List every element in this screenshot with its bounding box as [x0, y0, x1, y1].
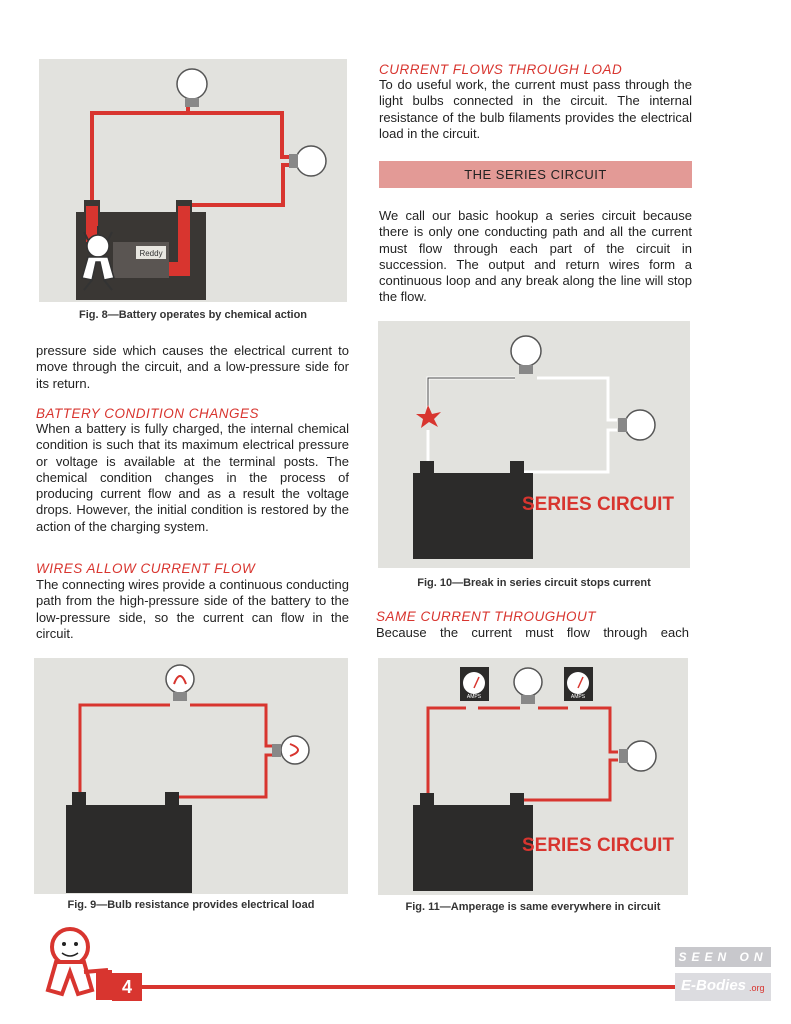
load-paragraph: To do useful work, the current must pass through the light bulbs connected in the circuit. The internal resistance of the bulb filaments provides the electrical load in the circuit. — [379, 77, 692, 141]
fig8-caption: Fig. 8—Battery operates by chemical action — [78, 309, 308, 321]
site-name-text: E-Bodies — [681, 977, 747, 994]
fig10-caption: Fig. 10—Break in series circuit stops current — [417, 577, 651, 589]
ammeter-label: AMPS — [466, 694, 482, 700]
page-number: 4 — [112, 973, 142, 1001]
footer-rule — [140, 985, 680, 989]
fig9-caption: Fig. 9—Bulb resistance provides electrical load — [67, 899, 315, 911]
series-paragraph: We call our basic hookup a series circuit because there is only one conducting path and all the current must flow through each part of the circuit in succession. The output and return wires form a continuous loop and any break along the line will stop the flow. — [379, 208, 692, 305]
fig11-series-label: SERIES CIRCUIT — [521, 835, 675, 856]
intro-paragraph: pressure side which causes the electrical current to move through the circuit, and a low-pressure side for its return. — [36, 343, 349, 391]
same-current-paragraph: Because the current must flow through each — [376, 625, 689, 640]
fig11-caption: Fig. 11—Amperage is same everywhere in circuit — [405, 901, 661, 913]
battery-paragraph: When a battery is fully charged, the internal chemical condition is such that its maximum electrical pressure or voltage is available at the terminal posts. The chemical condition changes in the process of producing current flow and as a result the voltage drops. However, the initial condition is restored by the action of the charging system. — [36, 421, 349, 534]
fig10-series-label: SERIES CIRCUIT — [521, 494, 675, 515]
load-heading: CURRENT FLOWS THROUGH LOAD — [379, 62, 623, 77]
seen-on-ebodies-logo — [675, 947, 771, 1007]
site-suffix-text: .org — [749, 983, 765, 993]
wires-paragraph: The connecting wires provide a continuous conducting path from the high-pressure side of the battery to the low-pressure side, so the current can flow in the circuit. — [36, 577, 349, 641]
ammeter-label: AMPS — [570, 694, 586, 700]
battery-heading: BATTERY CONDITION CHANGES — [36, 406, 260, 421]
wires-heading: WIRES ALLOW CURRENT FLOW — [36, 561, 256, 576]
series-circuit-banner: THE SERIES CIRCUIT — [379, 161, 692, 188]
same-current-heading: SAME CURRENT THROUGHOUT — [376, 609, 596, 624]
fig8-sign: Reddy — [139, 249, 163, 258]
seen-on-text: SEEN ON — [675, 947, 771, 967]
